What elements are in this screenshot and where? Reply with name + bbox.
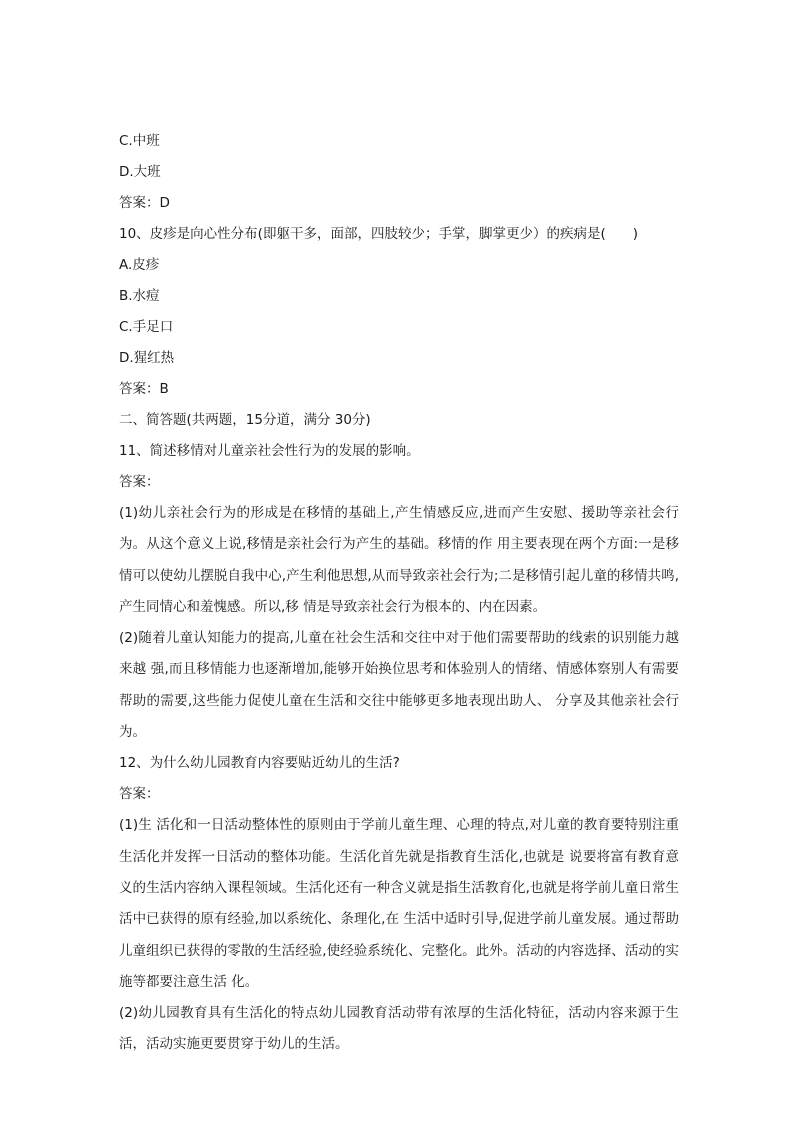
answer-paragraph: (1)幼儿亲社会行为的形成是在移情的基础上,产生情感反应,进而产生安慰、援助等亲社会行为。从这个意义上说,移情是亲社会行为产生的基础。移情的作 用主要表现在两个方面:一是移情可以使幼儿摆脱自我中心,产生利他思想,从而导致亲社会行为;二是移情引起儿童的移情共鸣,产生同情心和羞愧感。所以,移 情是导致亲社会行为根本的、内在因素。 <box>119 505 679 615</box>
answer-paragraph: (2)幼儿园教育具有生活化的特点幼儿园教育活动带有浓厚的生活化特征，活动内容来源于生活，活动实施更要贯穿于幼儿的生活。 <box>119 1005 679 1053</box>
question-10: 10、皮疹是向心性分布(即躯干多，面部，四肢较少；手掌，脚掌更少）的疾病是( ) <box>119 226 638 242</box>
question-11: 11、简述移情对儿童亲社会性行为的发展的影响。 <box>119 443 420 459</box>
option-d: D.大班 <box>119 164 161 180</box>
answer-label: 答案： <box>119 474 160 490</box>
question-12: 12、为什么幼儿园教育内容要贴近幼儿的生活? <box>119 755 400 772</box>
answer-paragraph: (1)生 活化和一日活动整体性的原则由于学前儿童生理、心理的特点,对儿童的教育要特别注重生活化并发挥一日活动的整体功能。生活化首先就是指教育生活化,也就是 说要将富有教育意义的生活内容纳入课程领域。生活化还有一种含义就是指生活教育化,也就是将学前儿童日常生活中已获得的原有经验,加以系统化、条理化,在 生活中适时引导,促进学前儿童发展。通过帮助儿童组织已获得的零散的生活经验,使经验系统化、完整化。此外。活动的内容选择、活动的实施等都要注意生活 化。 <box>119 817 679 990</box>
option-c: C.手足口 <box>119 319 174 335</box>
option-a: A.皮疹 <box>119 257 160 273</box>
answer-line: 答案：B <box>119 381 169 397</box>
document-body <box>119 126 679 1061</box>
option-b: B.水痘 <box>119 288 160 304</box>
option-c: C.中班 <box>119 133 160 149</box>
option-d: D.猩红热 <box>119 350 175 366</box>
section-heading: 二、简答题(共两题，15分道，满分 30分) <box>119 412 371 428</box>
answer-line: 答案：D <box>119 195 170 211</box>
answer-label: 答案： <box>119 786 160 803</box>
answer-paragraph: (2)随着儿童认知能力的提高,儿童在社会生活和交往中对于他们需要帮助的线索的识别能力越来越 强,而且移情能力也逐渐增加,能够开始换位思考和体验别人的情绪、情感体察别人有需要帮助的需要,这些能力促使儿童在生活和交往中能够更多地表现出助人、 分享及其他亲社会行为。 <box>119 630 679 741</box>
